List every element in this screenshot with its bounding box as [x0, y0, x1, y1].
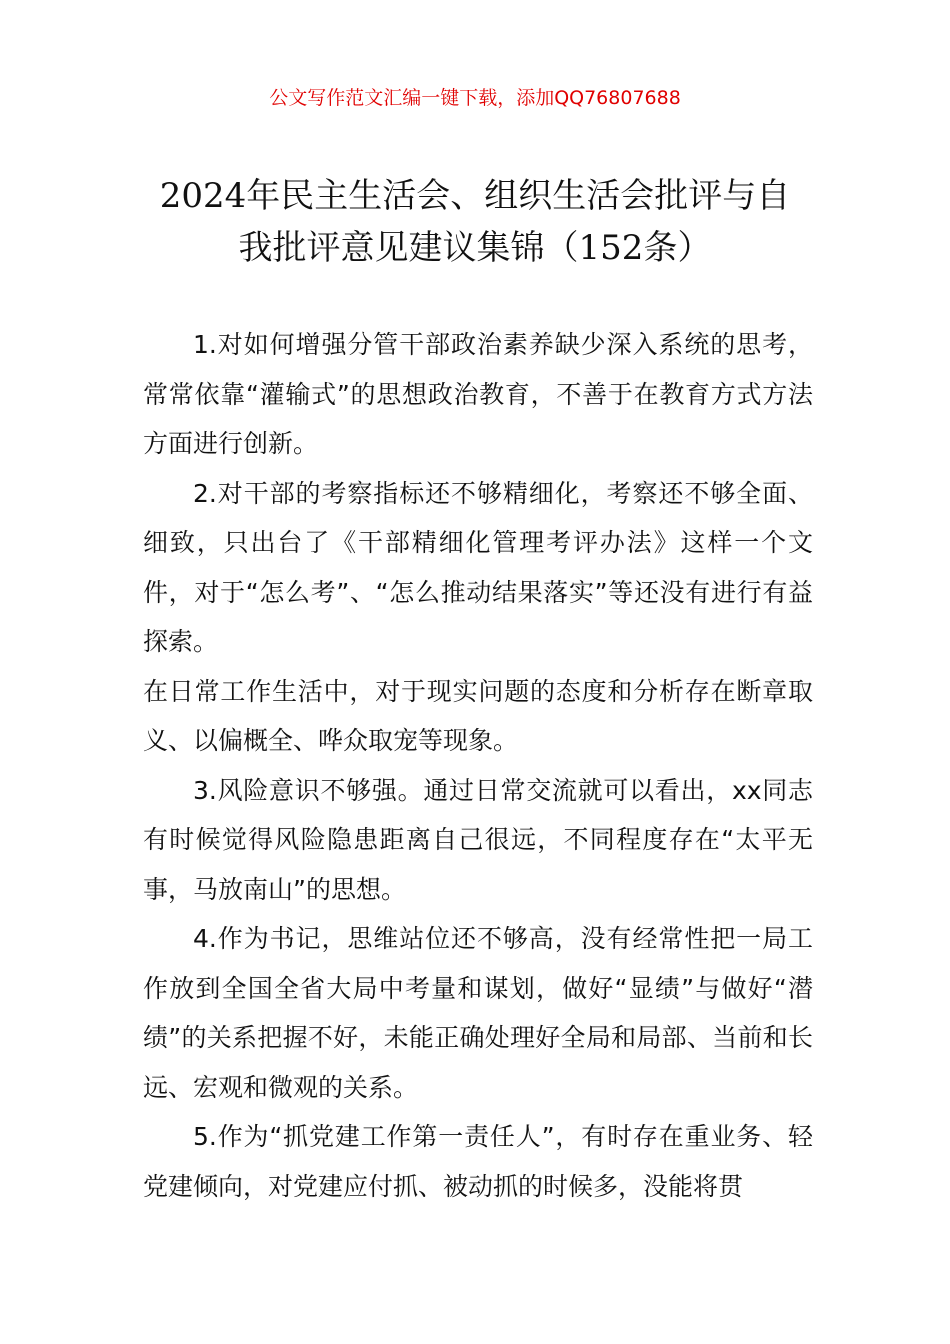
paragraph-unnumbered: 在日常工作生活中，对于现实问题的态度和分析存在断章取义、以偏概全、哗众取宠等现象。 — [143, 676, 813, 755]
paragraph-item-2: 2.对干部的考察指标还不够精细化，考察还不够全面、细致，只出台了《干部精细化管理考评办法》这样一个文件，对于“怎么考”、“怎么推动结果落实”等还没有进行有益探索。 — [143, 478, 813, 656]
document-body — [143, 320, 813, 1211]
paragraph-item-5: 5.作为“抓党建工作第一责任人”，有时存在重业务、轻党建倾向，对党建应付抓、被动抓的时候多，没能将贯 — [143, 1122, 813, 1201]
paragraph-item-3: 3.风险意识不够强。通过日常交流就可以看出，xx同志有时候觉得风险隐患距离自己很远，不同程度存在“太平无事，马放南山”的思想。 — [143, 775, 813, 904]
title-line-2: 我批评意见建议集锦（152条） — [238, 228, 712, 268]
paragraph-item-4: 4.作为书记，思维站位还不够高，没有经常性把一局工作放到全国全省大局中考量和谋划，做好“显绩”与做好“潜绩”的关系把握不好，未能正确处理好全局和局部、当前和长远、宏观和微观的关系。 — [143, 924, 813, 1102]
document-title — [140, 170, 810, 274]
download-notice: 公文写作范文汇编一键下载，添加QQ76807688 — [269, 87, 681, 109]
paragraph-item-1: 1.对如何增强分管干部政治素养缺少深入系统的思考，常常依靠“灌输式”的思想政治教育，不善于在教育方式方法方面进行创新。 — [143, 330, 813, 458]
title-line-1: 2024年民主生活会、组织生活会批评与自 — [159, 176, 791, 216]
